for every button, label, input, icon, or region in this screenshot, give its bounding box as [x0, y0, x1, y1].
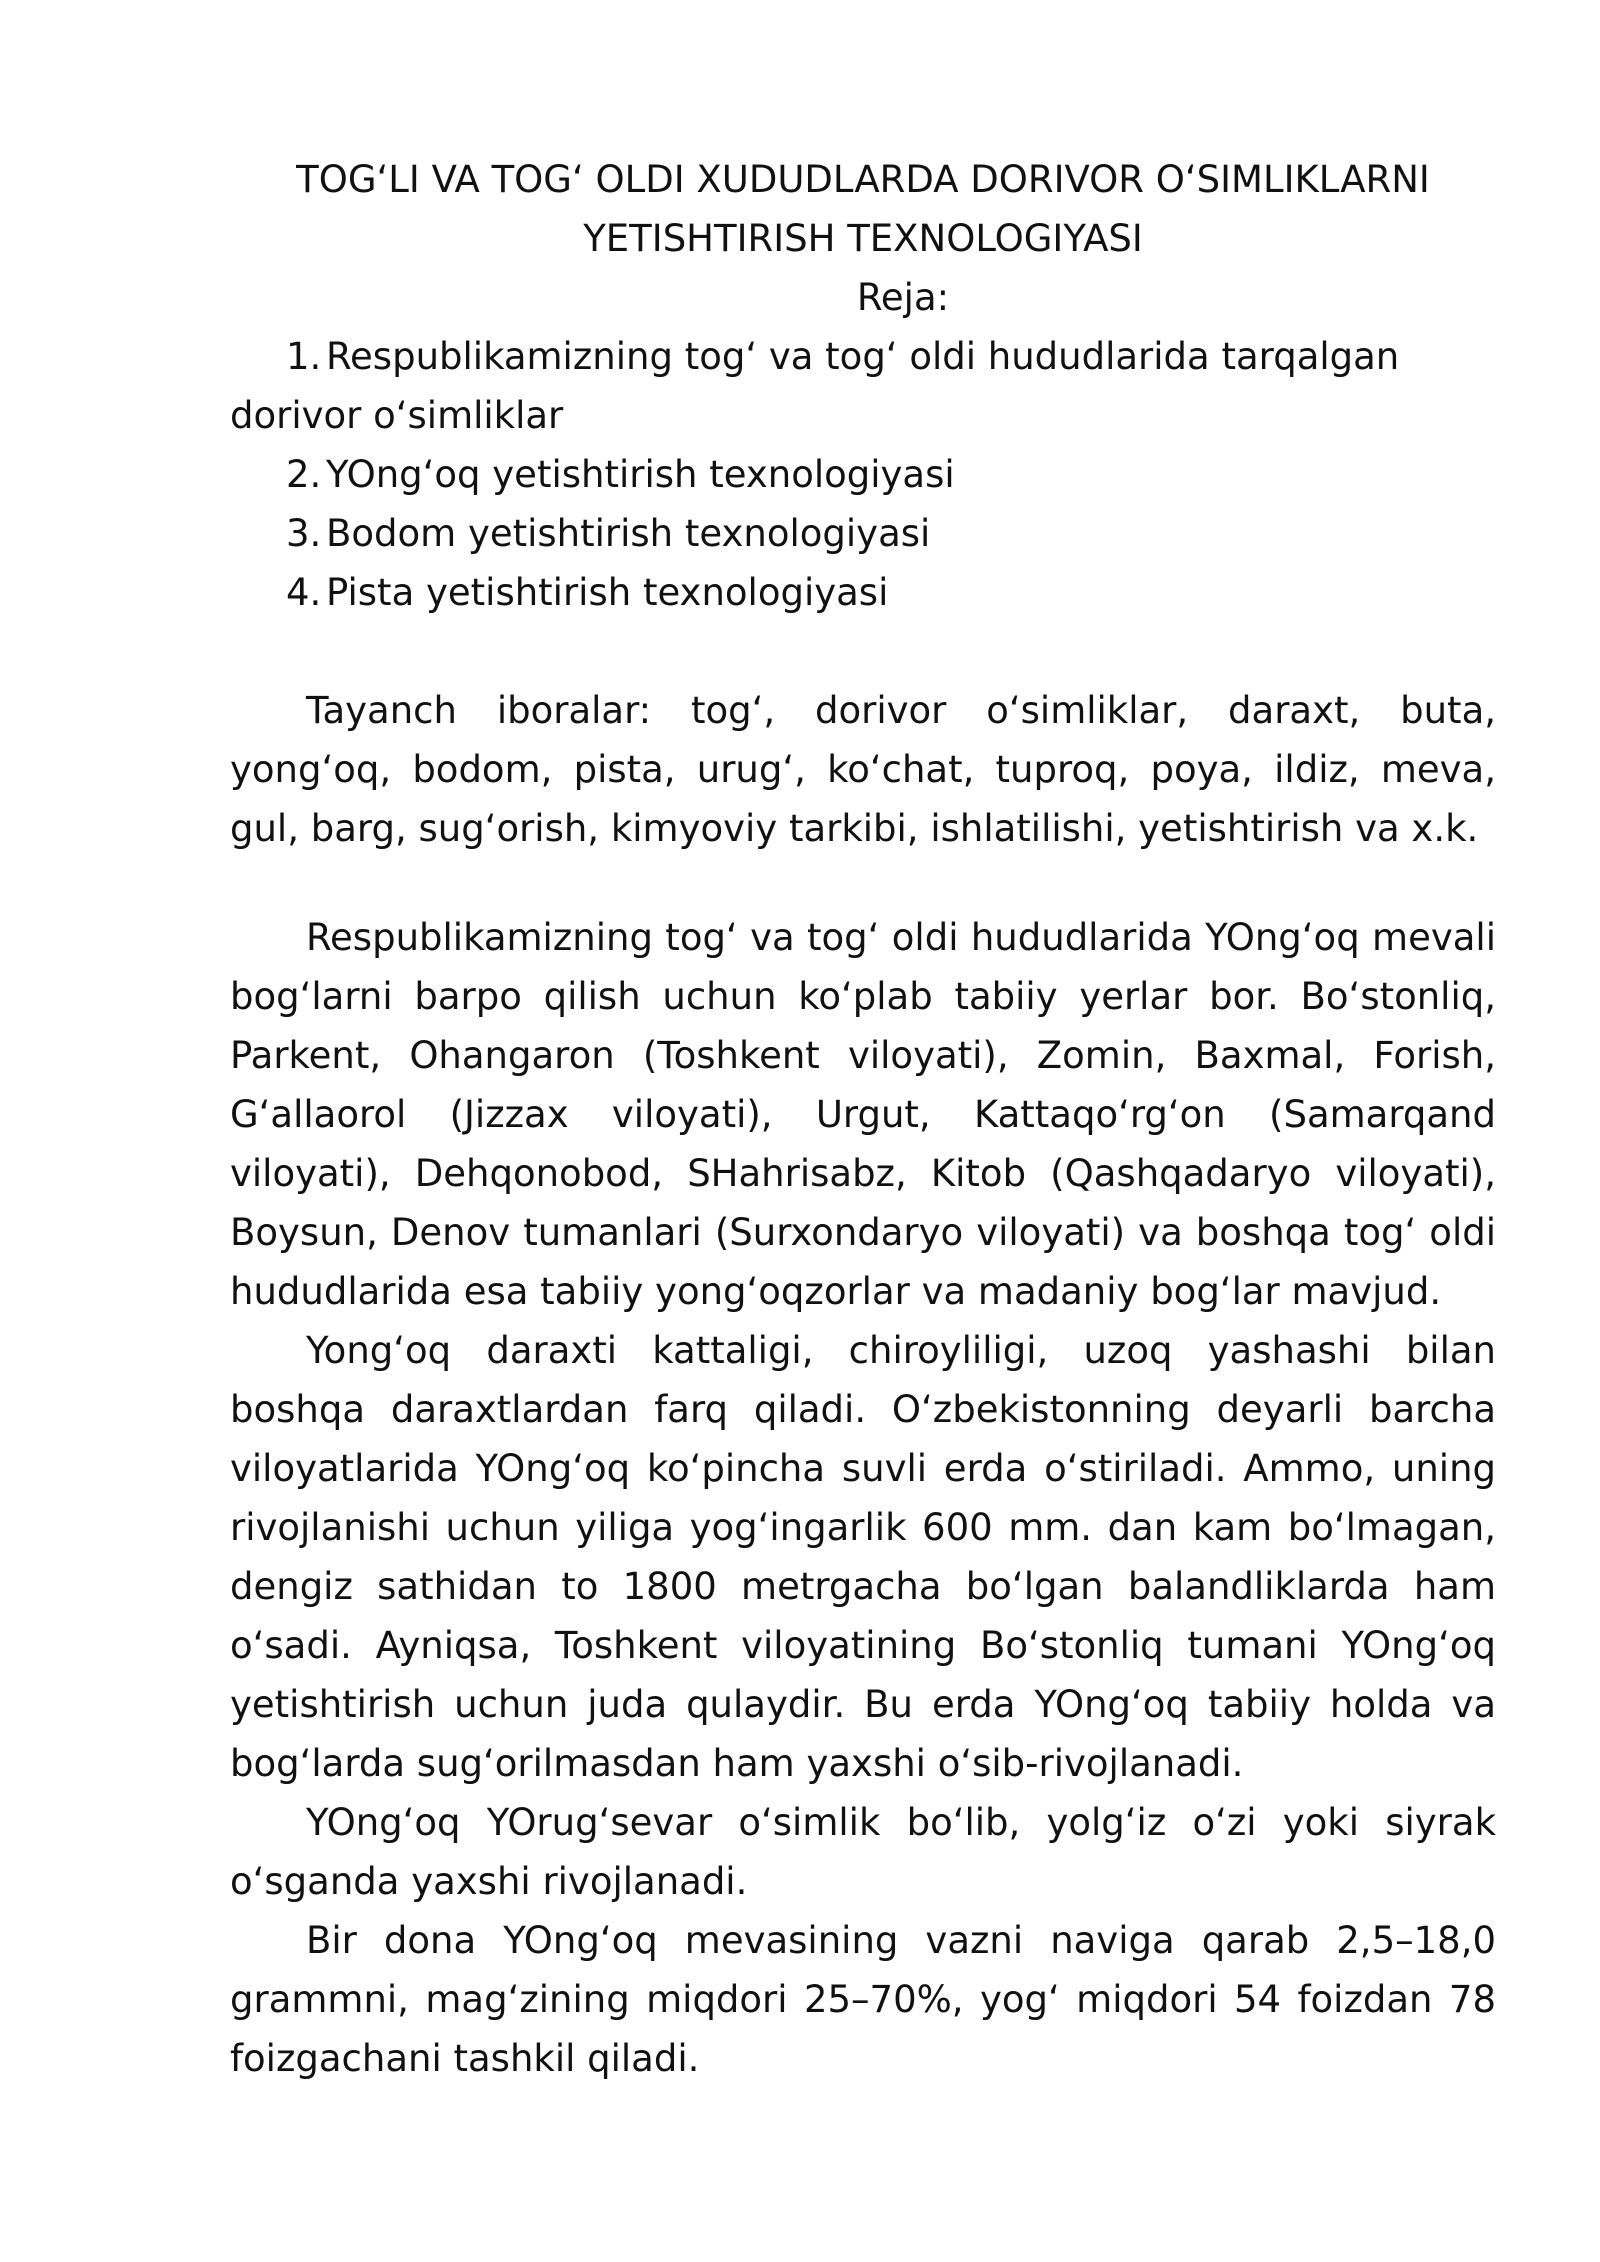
paragraph-spacer: [230, 858, 1496, 908]
plan-item-text: YOng‘oq yetishtirish texnologiyasi: [326, 453, 955, 496]
title-line-1: TOG‘LI VA TOG‘ OLDI XUDUDLARDA DORIVOR O‘SIMLIKLARNI: [296, 158, 1430, 201]
plan-item-text: Bodom yetishtirish texnologiyasi: [326, 512, 931, 555]
plan-item-number: 4.: [286, 571, 322, 614]
body-paragraph: YOng‘oq YOrug‘sevar o‘simlik bo‘lib, yolg‘iz o‘zi yoki siyrak o‘sganda yaxshi rivojlanadi.: [230, 1801, 1496, 1903]
plan-item-text: Respublikamizning tog‘ va tog‘ oldi hududlarida tarqalgan dorivor o‘simliklar: [230, 335, 1400, 437]
body-paragraph: Bir dona YOng‘oq mevasining vazni naviga qarab 2,5–18,0 grammni, mag‘zining miqdori 25–70%, yog‘ miqdori 54 foizdan 78 foizgachani tashkil qiladi.: [230, 1919, 1496, 2080]
plan-item-number: 3.: [286, 512, 322, 555]
document-page: [230, 150, 1496, 2088]
plan-item: [230, 504, 1496, 563]
body-paragraph: Yong‘oq daraxti kattaligi, chiroyliligi, uzoq yashashi bilan boshqa daraxtlardan farq qiladi. O‘zbekistonning deyarli barcha viloyatlarida YOng‘oq ko‘pincha suvli erda o‘stiriladi. Ammo, uning rivojlanishi uchun yiliga yog‘ingarlik 600 mm. dan kam bo‘lmagan, dengiz sathidan to 1800 metrgacha bo‘lgan balandliklarda ham o‘sadi. Ayniqsa, Toshkent viloyatining Bo‘stonliq tumani YOng‘oq yetishtirish uchun juda qulaydir. Bu erda YOng‘oq tabiiy holda va bog‘larda sug‘orilmasdan ham yaxshi o‘sib-rivojlanadi.: [230, 1329, 1496, 1785]
plan-item-number: 2.: [286, 453, 322, 496]
plan-item-number: 1.: [286, 335, 322, 378]
plan-item: [230, 327, 1496, 445]
plan-item: [230, 563, 1496, 622]
plan-heading: Reja:: [856, 276, 950, 319]
plan-list: [230, 327, 1496, 622]
document-title: [230, 150, 1496, 268]
title-line-2: YETISHTIRISH TEXNOLOGIYASI: [583, 217, 1143, 260]
keywords-paragraph: Tayanch iboralar: tog‘, dorivor o‘simliklar, daraxt, buta, yong‘oq, bodom, pista, urug‘, ko‘chat, tuproq, poya, ildiz, meva, gul, barg, sug‘orish, kimyoviy tarkibi, ishlatilishi, yetishtirish va x.k.: [230, 689, 1496, 850]
plan-item-text: Pista yetishtirish texnologiyasi: [326, 571, 889, 614]
plan-item: [230, 445, 1496, 504]
body-paragraph: Respublikamizning tog‘ va tog‘ oldi hududlarida YOng‘oq mevali bog‘larni barpo qilish uchun ko‘plab tabiiy yerlar bor. Bo‘stonliq, Parkent, Ohangaron (Toshkent viloyati), Zomin, Baxmal, Forish, G‘allaorol (Jizzax viloyati), Urgut, Kattaqo‘rg‘on (Samarqand viloyati), Dehqonobod, SHahrisabz, Kitob (Qashqadaryo viloyati), Boysun, Denov tumanlari (Surxondaryo viloyati) va boshqa tog‘ oldi hududlarida esa tabiiy yong‘oqzorlar va madaniy bog‘lar mavjud.: [230, 916, 1496, 1313]
